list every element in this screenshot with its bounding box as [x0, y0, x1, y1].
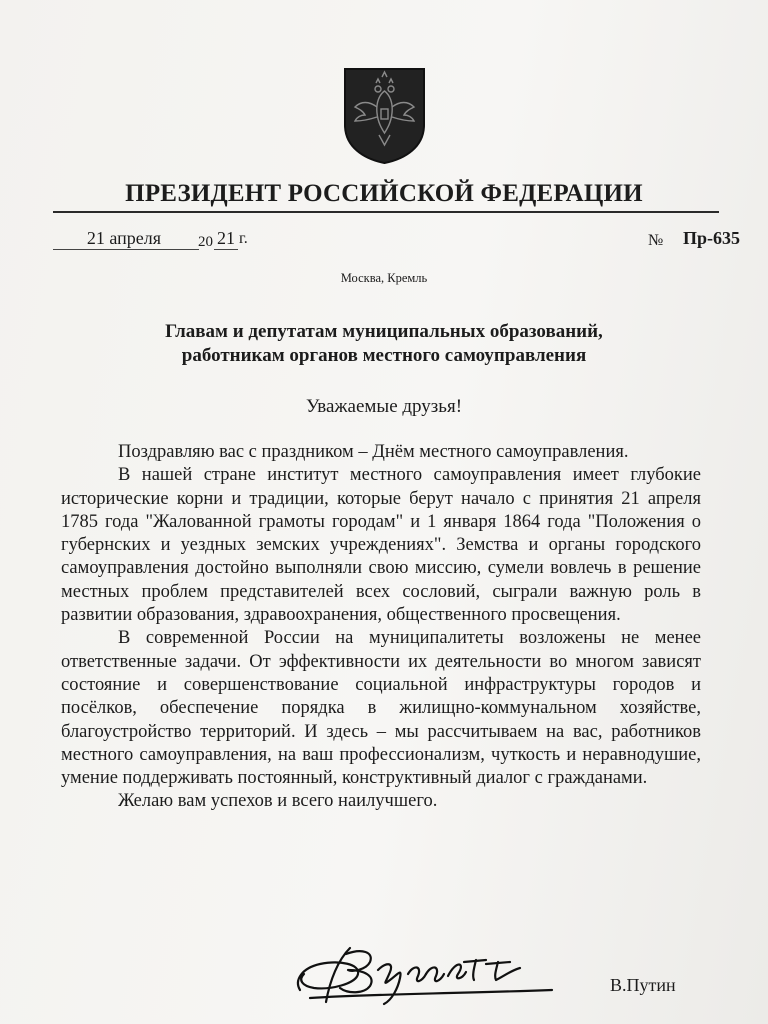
- addressee-line-2: работникам органов местного самоуправления: [181, 345, 587, 366]
- date-day: 21 апреля: [53, 228, 199, 250]
- signatory-name: В.Путин: [610, 975, 676, 995]
- header-rule: [53, 211, 719, 213]
- paragraph-1: Поздравляю вас с праздником – Днём местного самоуправления.: [118, 442, 629, 462]
- greeting: Уважаемые друзья!: [305, 396, 463, 417]
- paragraph-2: В нашей стране институт местного самоуправления имеет глубокие исторические корни и традиции, которые берут начало с принятия 21 апреля 1785 года "Жалованной грамоты городам" и 1 января 1864 года "Положения о губернских и уездных земских учреждениях". Земства и органы городского самоуправления достойно выполняли свою миссию, сумели вовлечь в решение местных проблем представителей всех сословий, сыграли важную роль в развитии образования, здравоохранения, общественного просвещения.: [61, 465, 701, 626]
- date-number-row: [0, 228, 768, 258]
- addressee-line-1: Главам и депутатам муниципальных образований,: [165, 321, 603, 342]
- document-number: Пр-635: [683, 228, 741, 248]
- paragraph-3: В современной России на муниципалитеты возложены не менее ответственные задачи. От эффективности их деятельности во многом зависят состояние и совершенствование социальной инфраструктуры городов и посёлков, обеспечение порядка в жилищно-коммунальном хозяйстве, благоустройство территорий. И здесь – мы рассчитываем на вас, работников местного самоуправления, на ваш профессионализм, чуткость и неравнодушие, умение поддерживать постоянный, конструктивный диалог с гражданами.: [61, 628, 701, 789]
- date-suffix: г.: [239, 230, 248, 247]
- date-year: 21: [214, 228, 238, 250]
- place-of-issue: Москва, Кремль: [340, 271, 428, 285]
- page-title: ПРЕЗИДЕНТ РОССИЙСКОЙ ФЕДЕРАЦИИ: [125, 180, 643, 207]
- closing-line: Желаю вам успехов и всего наилучшего.: [118, 791, 438, 812]
- addressee: [0, 320, 768, 368]
- number-sign: №: [648, 232, 664, 249]
- date-century: 20: [198, 234, 213, 250]
- coat-of-arms-icon: [343, 67, 426, 165]
- handwritten-signature: [290, 940, 560, 1008]
- letter-body: [61, 441, 701, 814]
